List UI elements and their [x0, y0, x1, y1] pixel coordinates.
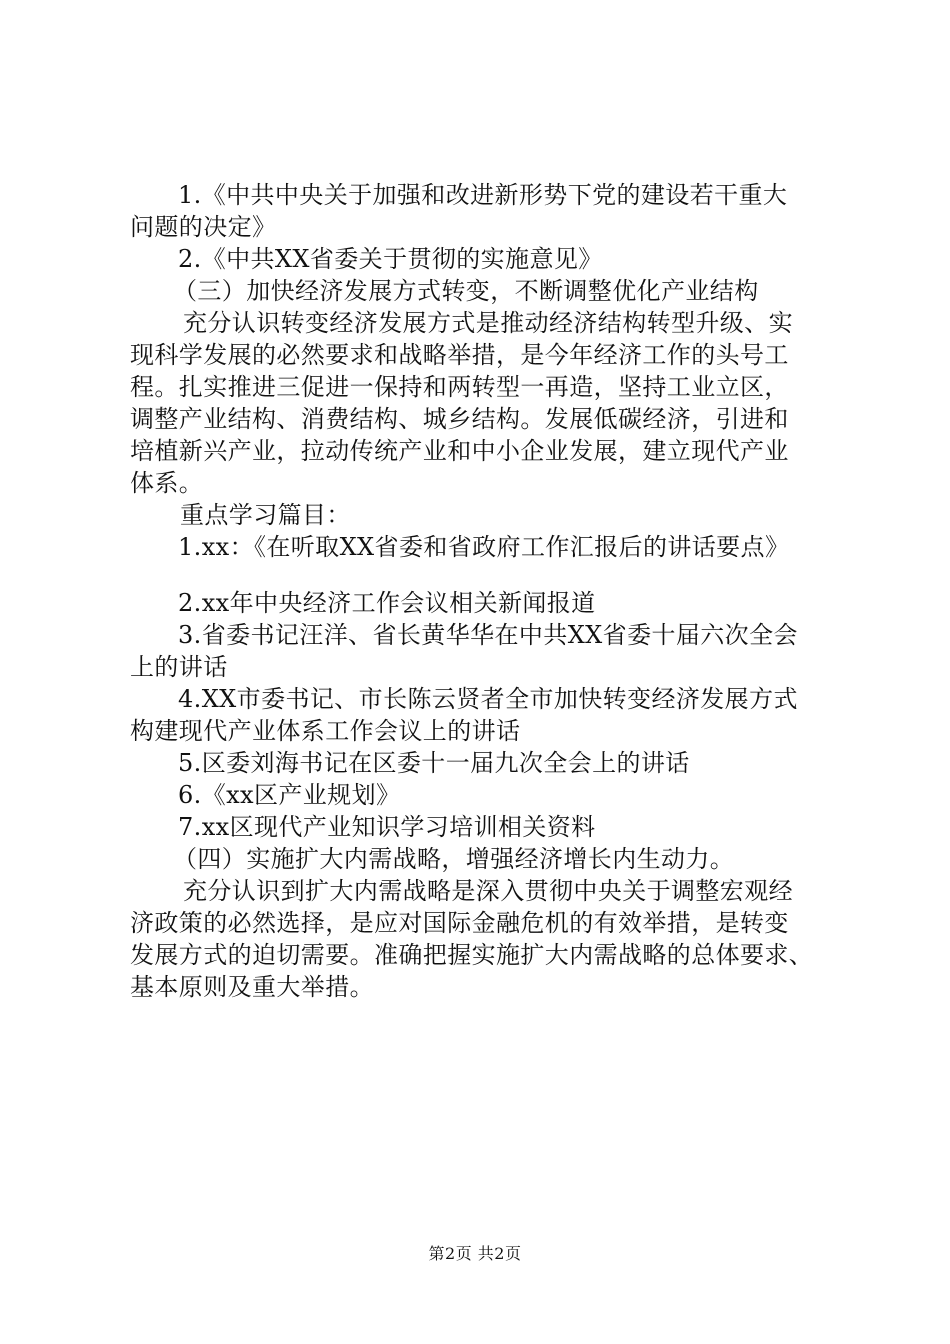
list-item: 2.xx年中央经济工作会议相关新闻报道: [178, 589, 596, 617]
text-line: 体系。: [130, 469, 204, 497]
text-line: 2.《中共XX省委关于贯彻的实施意见》: [178, 245, 603, 273]
text-line: 重点学习篇目：: [180, 501, 351, 529]
text-line: 上的讲话: [130, 653, 228, 681]
text-line: 充分认识转变经济发展方式是推动经济结构转型升级、实: [183, 309, 793, 337]
text-line: 问题的决定》: [130, 213, 277, 241]
list-item: 1.xx：《在听取XX省委和省政府工作汇报后的讲话要点》: [178, 533, 790, 561]
text-line: 调整产业结构、消费结构、城乡结构。发展低碳经济，引进和: [130, 405, 789, 433]
list-item: 3.省委书记汪洋、省长黄华华在中共XX省委十届六次全会: [178, 621, 798, 649]
text-line: 现科学发展的必然要求和战略举措，是今年经济工作的头号工: [130, 341, 789, 369]
page-number-footer: 第2页 共2页: [428, 1244, 522, 1263]
text-line: 发展方式的迫切需要。准确把握实施扩大内需战略的总体要求、: [130, 941, 814, 969]
text-line: 充分认识到扩大内需战略是深入贯彻中央关于调整宏观经: [183, 877, 793, 905]
text-line: 培植新兴产业，拉动传统产业和中小企业发展，建立现代产业: [130, 437, 789, 465]
text-line: 济政策的必然选择，是应对国际金融危机的有效举措，是转变: [130, 909, 789, 937]
section-heading: （三）加快经济发展方式转变，不断调整优化产业结构: [173, 277, 759, 305]
list-item: 7.xx区现代产业知识学习培训相关资料: [178, 813, 596, 841]
list-item: 5.区委刘海书记在区委十一届九次全会上的讲话: [178, 749, 690, 777]
text-line: 构建现代产业体系工作会议上的讲话: [130, 717, 521, 745]
text-line: 程。扎实推进三促进一保持和两转型一再造，坚持工业立区，: [130, 373, 789, 401]
text-line: 1.《中共中央关于加强和改进新形势下党的建设若干重大: [178, 181, 788, 209]
list-item: 4.XX市委书记、市长陈云贤者全市加快转变经济发展方式: [178, 685, 798, 713]
section-heading: （四）实施扩大内需战略，增强经济增长内生动力。: [173, 845, 735, 873]
text-line: 基本原则及重大举措。: [130, 973, 374, 1001]
list-item: 6.《xx区产业规划》: [178, 781, 401, 809]
